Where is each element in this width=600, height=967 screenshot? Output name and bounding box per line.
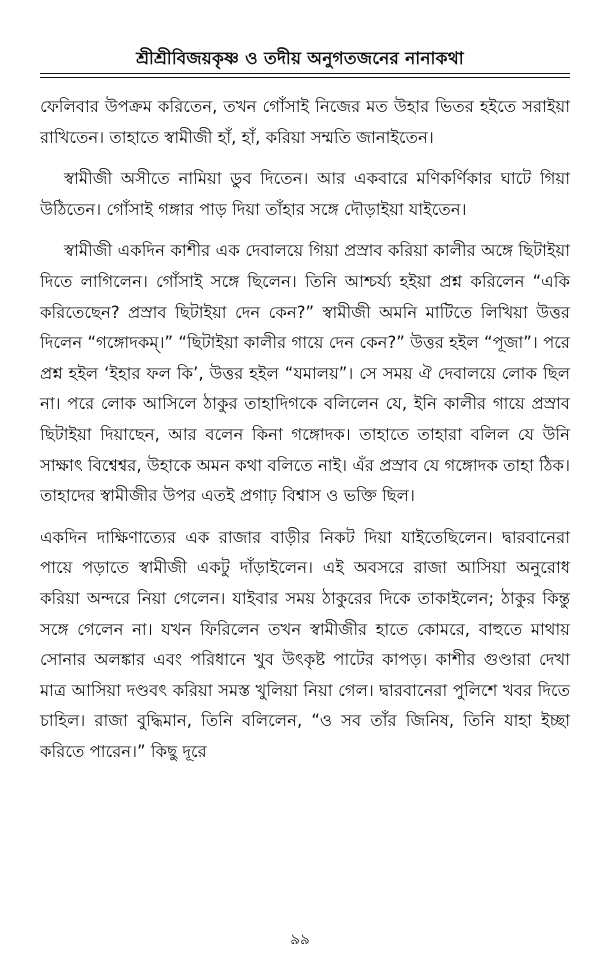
- header-rule-thin: [40, 77, 570, 78]
- paragraph-temple: স্বামীজী একদিন কাশীর এক দেবালয়ে গিয়া প্রস্রাব করিয়া কালীর অঙ্গে ছিটাইয়া দিতে লাগিলেন। গোঁসাই সঙ্গে ছিলেন। তিনি আশ্চর্য্য হইয়া প্রশ্ন করিলেন “একি করিতেছেন? প্রস্রাব ছিটাইয়া দেন কেন?” স্বামীজী অমনি মাটিতে লিখিয়া উত্তর দিলেন “গঙ্গোদকম্।” “ছিটাইয়া কালীর গায়ে দেন কেন?” উত্তর হইল “পূজা”। পরে প্রশ্ন হইল ‘ইহার ফল কি’, উত্তর হইল “যমালয়”। সে সময় ঐ দেবালয়ে লোক ছিল না। পরে লোক আসিলে ঠাকুর তাহাদিগকে বলিলেন যে, ইনি কালীর গায়ে প্রস্রাব ছিটাইয়া দিয়াছেন, আর বলেন কিনা গঙ্গোদক। তাহাতে তাহারা বলিল যে উনি সাক্ষাৎ বিশ্বেশ্বর, উহাকে অমন কথা বলিতে নাই। এঁর প্রস্রাব যে গঙ্গোদক তাহা ঠিক। তাহাদের স্বামীজীর উপর এতই প্রগাঢ় বিশ্বাস ও ভক্তি ছিল।: [40, 241, 570, 506]
- paragraph-asi-ghat: স্বামীজী অসীতে নামিয়া ডুব দিতেন। আর একবারে মণিকর্ণিকার ঘাটে গিয়া উঠিতেন। গোঁসাই গঙ্গার পাড় দিয়া তাঁহার সঙ্গে দৌড়াইয়া যাইতেন।: [40, 169, 570, 219]
- page-number: ৯৯: [290, 930, 310, 948]
- header-rule: [40, 73, 570, 74]
- running-header: শ্রীশ্রীবিজয়কৃষ্ণ ও তদীয় অনুগতজনের নানাকথা: [136, 49, 464, 69]
- paragraph-king: একদিন দাক্ষিণাত্যের এক রাজার বাড়ীর নিকট দিয়া যাইতেছিলেন। দ্বারবানেরা পায়ে পড়াতে স্বামীজী একটু দাঁড়াইলেন। এই অবসরে রাজা আসিয়া অনুরোধ করিয়া অন্দরে নিয়া গেলেন। যাইবার সময় ঠাকুরের দিকে তাকাইলেন; ঠাকুর কিন্তু সঙ্গে গেলেন না। যখন ফিরিলেন তখন স্বামীজীর হাতে কোমরে, বাহুতে মাথায় সোনার অলঙ্কার এবং পরিধানে খুব উৎকৃষ্ট পাটের কাপড়। কাশীর গুণ্ডারা দেখা মাত্র আসিয়া দণ্ডবৎ করিয়া সমস্ত খুলিয়া নিয়া গেল। দ্বারবানেরা পুলিশে খবর দিতে চাহিল। রাজা বুদ্ধিমান, তিনি বলিলেন, “ও সব তাঁর জিনিষ, তিনি যাহা ইচ্ছা করিতে পারেন।” কিছু দূরে: [40, 527, 570, 761]
- body-text: [40, 92, 570, 767]
- paragraph-continuation: ফেলিবার উপক্রম করিতেন, তখন গোঁসাই নিজের মত উহার ভিতর হইতে সরাইয়া রাখিতেন। তাহাতে স্বামীজী হাঁ, হাঁ, করিয়া সম্মতি জানাইতেন।: [40, 97, 570, 147]
